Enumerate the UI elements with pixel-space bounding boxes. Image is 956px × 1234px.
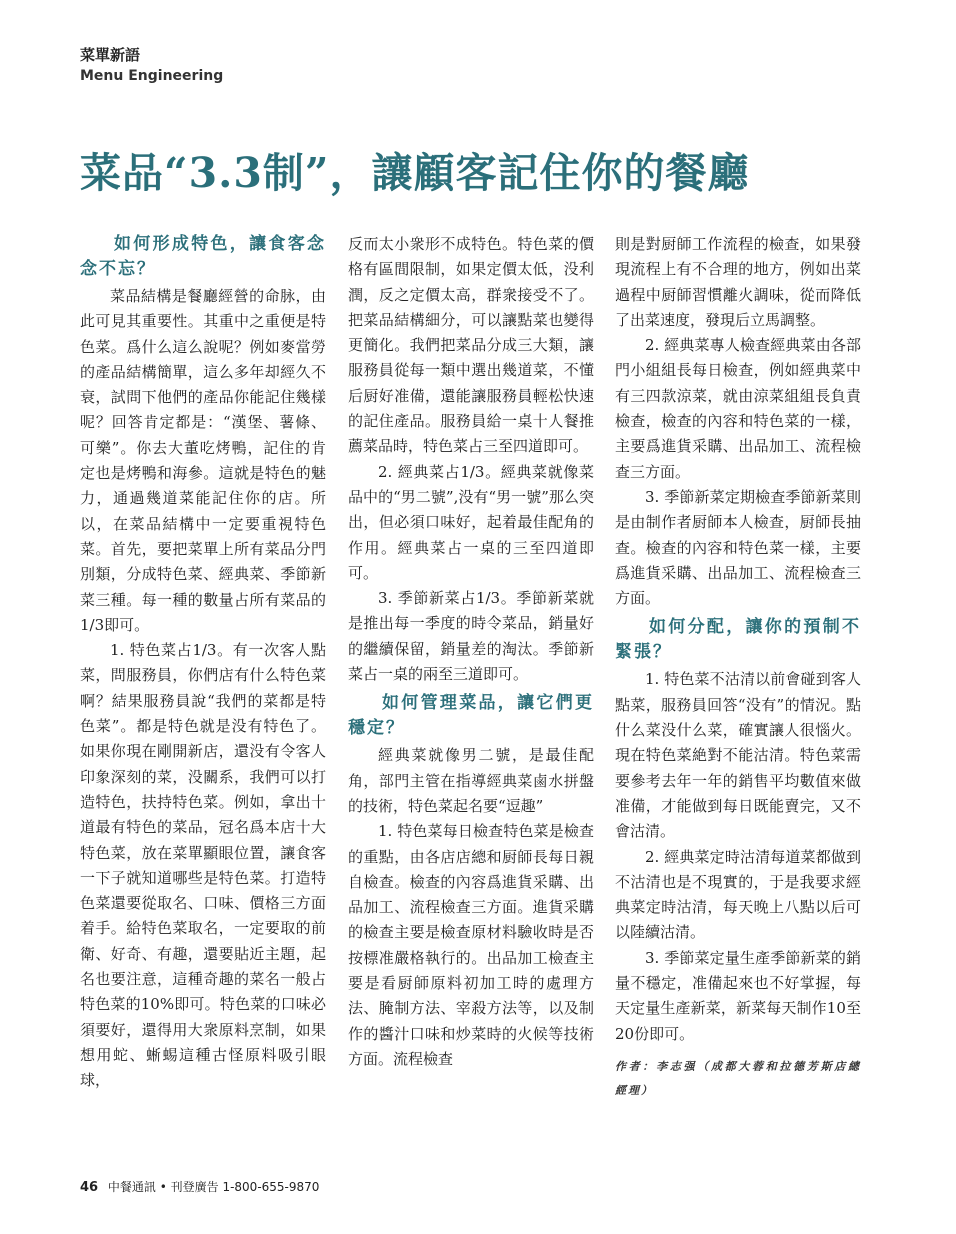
section-label bbox=[80, 46, 223, 85]
paragraph: 菜品結構是餐廳經營的命脉，由此可見其重要性。其重中之重便是特色菜。爲什么這么說呢？例如麥當勞的產品結構簡單，這么多年却經久不衰，試問下他們的產品你能記住幾樣呢？回答肯定都是：“漢堡、薯條、可樂”。你去大董吃烤鴨，記住的肯定也是烤鴨和海參。這就是特色的魅力，通過幾道菜能記住你的店。所以，在菜品結構中一定要重視特色菜。首先，要把菜單上所有菜品分門別類，分成特色菜、經典菜、季節新菜三種。每一種的數量占所有菜品的1/3即可。 bbox=[80, 287, 326, 634]
paragraph: 反而太小衆形不成特色。特色菜的價格有區間限制，如果定價太低，没利潤，反之定價太高，群衆接受不了。把菜品結構細分，可以讓點菜也變得更簡化。我們把菜品分成三大類，讓服務員從每一類中選出幾道菜，不懂后厨好准備，還能讓服務員輕松快速的記住產品。服務員給一桌十人餐推薦菜品時，特色菜占三至四道即可。 bbox=[348, 235, 594, 456]
paragraph: 經典菜就像男二號，是最佳配角，部門主管在指導經典菜鹵水拼盤的技術，特色菜起名要“逗趣” bbox=[348, 746, 594, 815]
paragraph: 2. 經典菜占1/3。經典菜就像菜品中的“男二號”,没有“男一號”那么突出，但必須口味好，起着最佳配角的作用。經典菜占一桌的三至四道即可。 bbox=[348, 462, 594, 582]
paragraph: 1. 特色菜不沽清以前會碰到客人點菜，服務員回答“没有”的情況。點什么菜没什么菜，確實讓人很惱火。現在特色菜絶對不能沽清。特色菜需要參考去年一年的銷售平均數值來做准備，才能做到每日既能賣完，又不會沽清。 bbox=[615, 670, 861, 841]
section-label-english: Menu Engineering bbox=[80, 68, 224, 84]
paragraph: 3. 季節菜定量生產季節新菜的銷量不穩定，准備起來也不好掌握，每天定量生產新菜，新菜每天制作10至20份即可。 bbox=[615, 948, 861, 1043]
column-1 bbox=[80, 232, 326, 1094]
article-title: 菜品“3.3制”，讓顧客記住你的餐廳 bbox=[80, 149, 750, 197]
section-heading-management: 如何管理菜品，讓它們更穩定？ bbox=[348, 693, 594, 739]
author-credit: 作者：李志强（成都大蓉和拉德芳斯店總經理） bbox=[615, 1059, 861, 1097]
paragraph: 則是對厨師工作流程的檢查，如果發現流程上有不合理的地方，例如出菜過程中厨師習慣離火調味，從而降低了出菜速度，發現后立馬調整。 bbox=[615, 235, 861, 329]
column-2 bbox=[348, 232, 594, 1072]
column-3 bbox=[615, 232, 861, 1103]
paragraph: 3. 季節新菜占1/3。季節新菜就是推出每一季度的時令菜品，銷量好的繼續保留，銷量差的淘汰。季節新菜占一桌的兩至三道即可。 bbox=[348, 589, 594, 684]
paragraph: 3. 季節新菜定期檢查季節新菜則是由制作者厨師本人檢查，厨師長抽查。檢查的內容和特色菜一樣，主要爲進貨采購、出品加工、流程檢查三方面。 bbox=[615, 487, 861, 608]
paragraph: 1. 特色菜占1/3。有一次客人點菜，問服務員，你們店有什么特色菜啊？結果服務員說“我們的菜都是特色菜”。都是特色就是没有特色了。如果你現在剛開新店，還没有令客人印象深刻的菜，没關系，我們可以打造特色，扶持特色菜。例如，拿出十道最有特色的菜品，冠名爲本店十大特色菜，放在菜單顯眼位置，讓食客一下子就知道哪些是特色菜。打造特色菜還要從取名、口味、價格三方面着手。給特色菜取名，一定要取的前衛、好奇、有趣，還要貼近主題，起名也要注意，這種奇趣的菜名一般占特色菜的10%即可。特色菜的口味必須要好，還得用大衆原料烹制，如果想用蛇、蜥蜴這種古怪原料吸引眼球， bbox=[80, 641, 326, 1090]
paragraph: 1. 特色菜每日檢查特色菜是檢查的重點，由各店店總和厨師長每日親自檢查。檢查的內容爲進貨采購、出品加工、流程檢查三方面。進貨采購的檢查主要是檢查原材料驗收時是否按標准嚴格執行的。出品加工檢查主要是看厨師原料初加工時的處理方法、腌制方法、宰殺方法等，以及制作的醬汁口味和炒菜時的火候等技術方面。流程檢查 bbox=[348, 822, 594, 1068]
section-heading-characteristics: 如何形成特色，讓食客念念不忘？ bbox=[80, 234, 326, 279]
page-number: 46 bbox=[80, 1180, 99, 1195]
paragraph: 2. 經典菜專人檢查經典菜由各部門小組組長每日檢查，例如經典菜中有三四款涼菜，就由涼菜組組長負責檢查，檢查的內容和特色菜的一樣，主要爲進貨采購、出品加工、流程檢查三方面。 bbox=[615, 336, 861, 481]
paragraph: 2. 經典菜定時沽清每道菜都做到不沽清也是不現實的，于是我要求經典菜定時沽清，每天晚上八點以后可以陸續沽清。 bbox=[615, 847, 861, 942]
section-heading-allocation: 如何分配，讓你的預制不緊張？ bbox=[615, 617, 861, 663]
section-label-chinese: 菜單新語 bbox=[80, 46, 141, 64]
page-footer bbox=[80, 1178, 319, 1195]
publication-info: 中餐通訊 • 刊登廣告 1-800-655-9870 bbox=[107, 1180, 320, 1194]
